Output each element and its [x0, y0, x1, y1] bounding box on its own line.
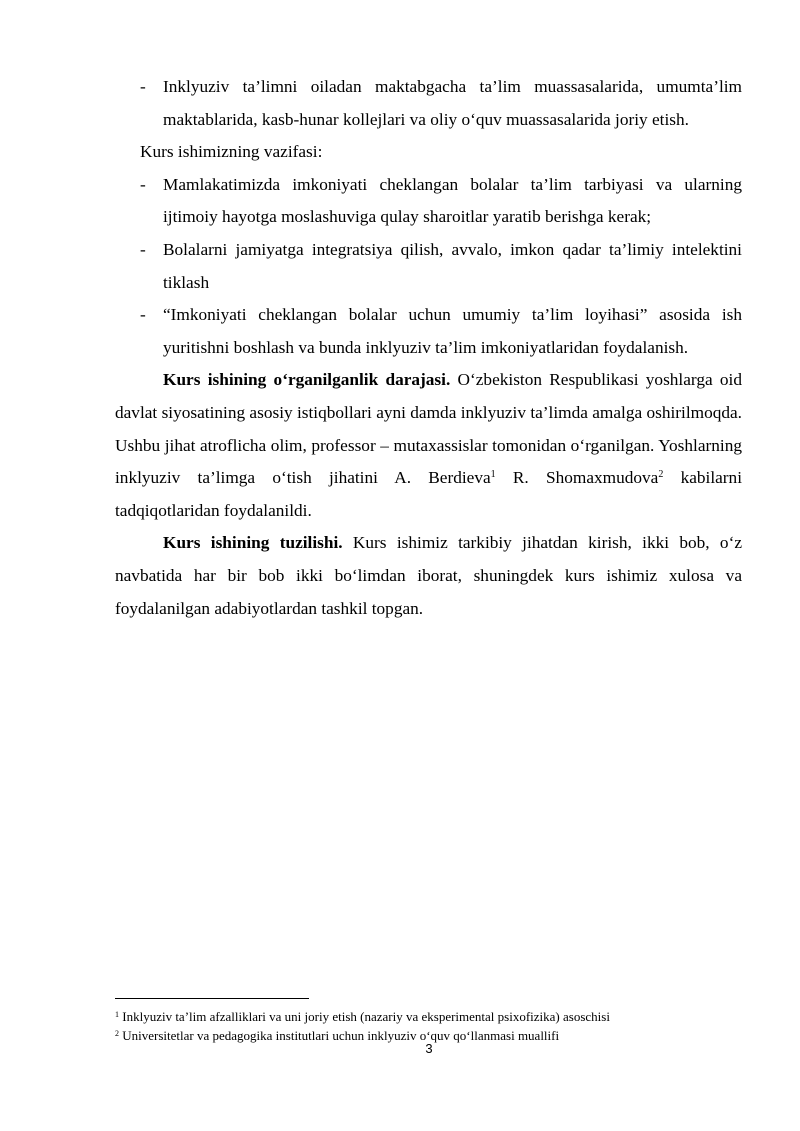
body-text [115, 71, 742, 625]
footnote-mark: 1 [115, 1010, 119, 1019]
footnote [115, 1007, 742, 1026]
paragraph-text: R. Shomaxmudova [495, 468, 659, 488]
task-bullet [115, 299, 742, 364]
task-bullet [115, 234, 742, 299]
paragraph-text: kabilarni tadqiqotlaridan foydalanildi. [115, 468, 742, 520]
footnote-ref: 2 [658, 469, 664, 481]
footnote-separator [115, 998, 309, 999]
bullet-dash: - [140, 77, 146, 96]
tasks-heading: Kurs ishimizning vazifasi: [140, 142, 323, 162]
structure-heading: Kurs ishining tuzilishi. [163, 533, 343, 553]
bullet-dash: - [140, 305, 146, 325]
bullet-text: Mamlakatimizda imkoniyati cheklangan bolalar ta’lim tarbiyasi va ularning ijtimoiy hayotga moslashuviga qulay sharoitlar yaratib berishga kerak; [163, 174, 742, 227]
footnote-mark: 2 [115, 1029, 119, 1038]
study-degree-heading: Kurs ishining o‘rganilganlik darajasi. [163, 370, 451, 390]
bullet-text: Inklyuziv ta’limni oiladan maktabgacha ta’lim muassasalarida, umumta’lim maktablarida, kasb-hunar kollejlari va oliy o‘quv muassasalarida joriy etish. [163, 77, 742, 129]
bullet-text: “Imkoniyati cheklangan bolalar uchun umumiy ta’lim loyihasi” asosida ish yuritishni boshlash va bunda inklyuziv ta’lim imkoniyatlaridan foydalanish. [163, 305, 742, 357]
paragraph-text: O‘zbekiston Respublikasi yoshlarga oid davlat siyosatining asosiy istiqbollari ayni damda inklyuziv ta’limda amalga oshirilmoqda. Ushbu jihat atroflicha olim, professor – mutaxassislar tomonidan o‘rganilgan. Yoshlarning inklyuziv ta’limga o‘tish jihatini A. Berdieva [115, 370, 742, 488]
paragraph-text: Kurs ishimiz tarkibiy jihatdan kirish, ikki bob, o‘z navbatida har bir bob ikki bo‘limdan iborat, shuningdek kurs ishimiz xulosa va foydalanilgan adabiyotlardan tashkil topgan. [115, 533, 742, 618]
structure-paragraph [115, 527, 742, 625]
footnotes [115, 998, 742, 1045]
footnote-text: Inklyuziv ta’lim afzalliklari va uni joriy etish (nazariy va eksperimental psixofizika) asoschisi [119, 1009, 610, 1024]
footnote-text: Universitetlar va pedagogika institutlari uchun inklyuziv o‘quv qo‘llanmasi muallifi [119, 1028, 560, 1043]
task-bullet [115, 169, 742, 234]
footnote-ref: 1 [490, 469, 496, 481]
goal-bullet [115, 71, 742, 136]
study-degree-paragraph [115, 364, 742, 527]
bullet-dash: - [140, 174, 146, 194]
bullet-dash: - [140, 239, 146, 259]
page-number: 3 [425, 1041, 433, 1056]
bullet-text: Bolalarni jamiyatga integratsiya qilish, avvalo, imkon qadar ta’limiy intelektini tiklash [163, 239, 742, 292]
